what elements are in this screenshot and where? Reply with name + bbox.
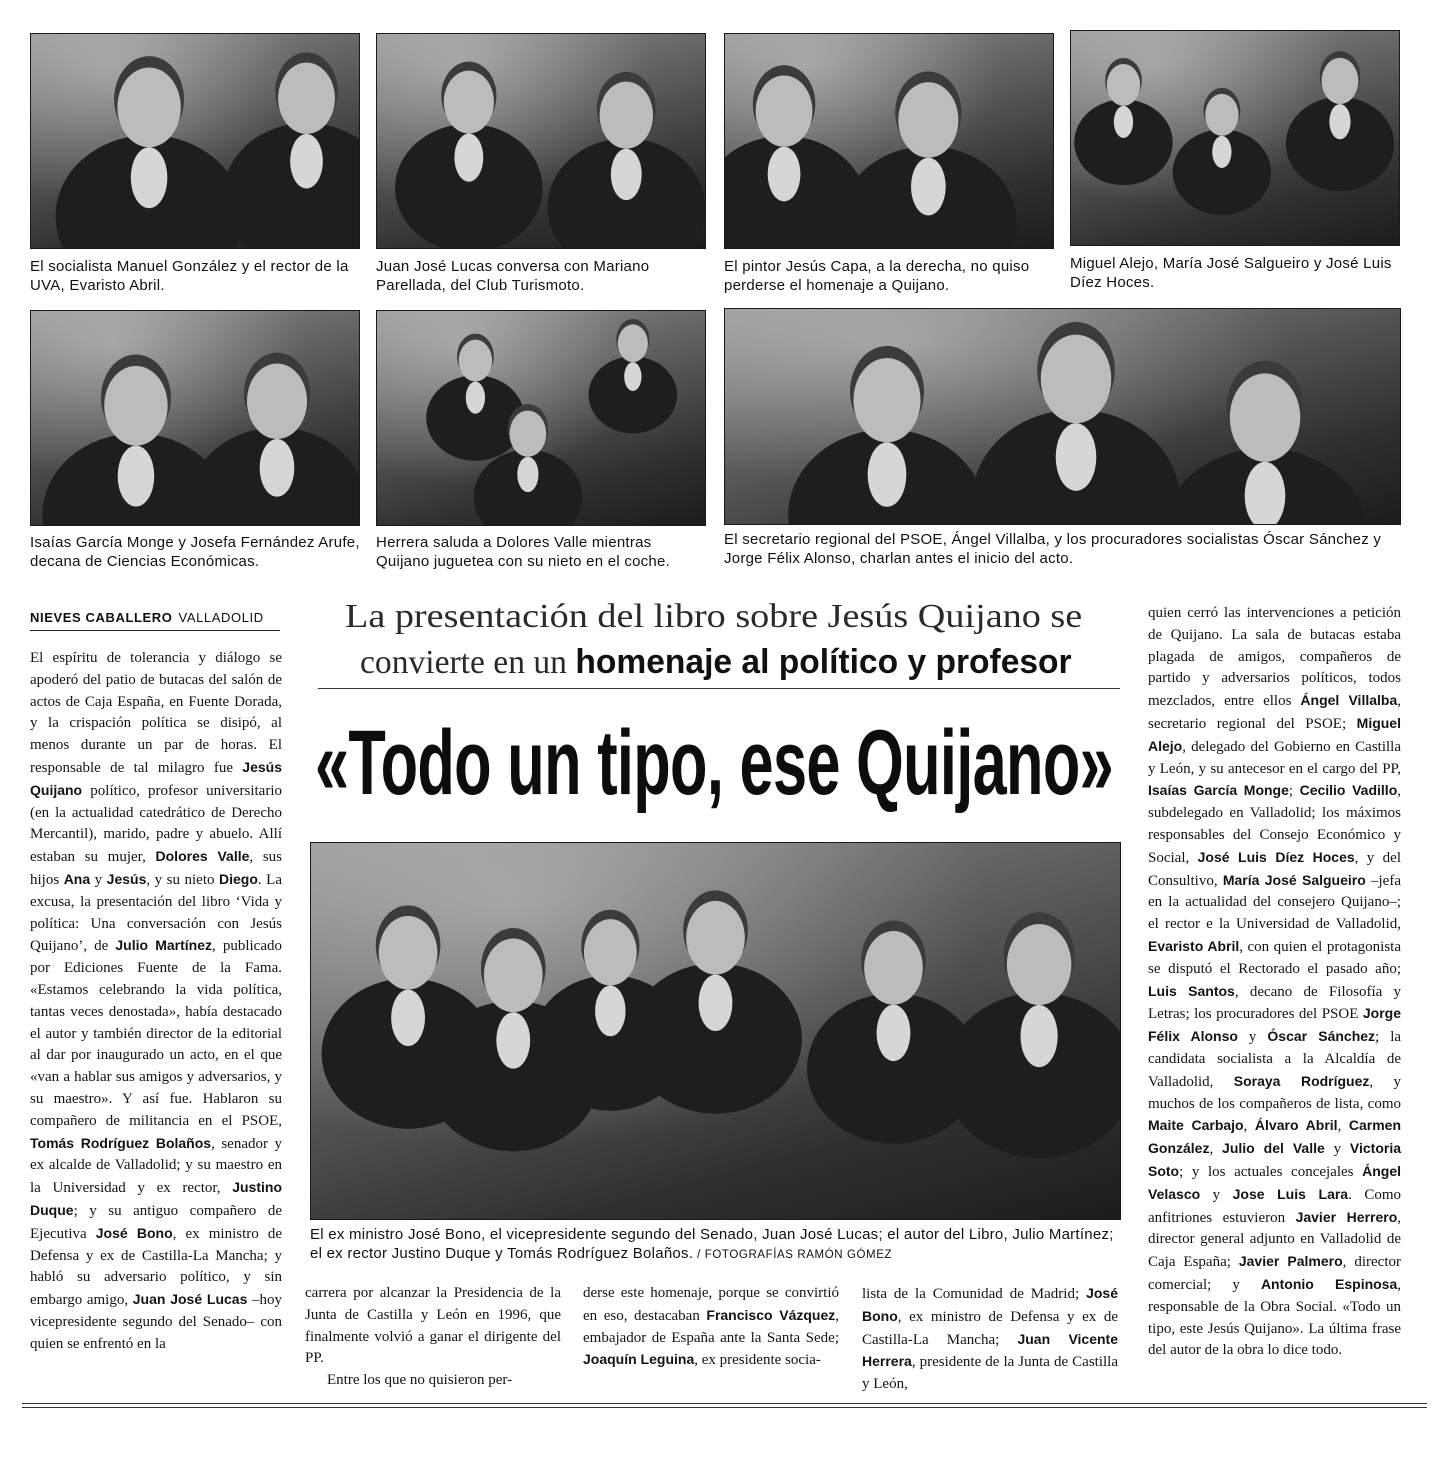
- text-run: , responsable de la Obra Social. «Todo un tipo, este Jesús Quijano». La última frase del autor de la obra lo dice todo.: [1148, 1276, 1402, 1359]
- head-shape: [864, 931, 923, 1005]
- text-run: , ex ministro de Defensa y ex de Castilla-La Mancha; y habló su adversario político, y sin embargo amigo,: [30, 1225, 282, 1309]
- text-run: , decano de Filosofía y Letras; los procuradores del PSOE: [1148, 983, 1401, 1023]
- photo-image: [725, 309, 1400, 524]
- collar-shape: [1329, 104, 1350, 139]
- text-run: y: [1200, 1186, 1233, 1203]
- collar-shape: [699, 975, 733, 1031]
- name-highlight: Cecilio Vadillo: [1299, 782, 1398, 799]
- collar-shape: [1020, 1005, 1057, 1067]
- collar-shape: [911, 158, 946, 216]
- person-silhouette: [589, 319, 678, 433]
- text-run: ;: [1288, 783, 1300, 800]
- collar-shape: [595, 986, 625, 1037]
- photo-caption: Miguel Alejo, María José Salgueiro y José Luis Díez Hoces.: [1070, 255, 1392, 291]
- name-highlight: Julio Martínez: [115, 937, 213, 954]
- name-highlight: Soraya Rodríguez: [1233, 1072, 1370, 1089]
- head-shape: [618, 324, 648, 362]
- photo-gonzalez-abril: [30, 33, 360, 249]
- head-shape: [247, 363, 307, 438]
- article-column-left: [30, 648, 282, 1356]
- person-silhouette: [395, 62, 543, 248]
- name-highlight: Justino Duque: [30, 1179, 282, 1218]
- collar-shape: [1114, 106, 1133, 138]
- head-shape: [1205, 94, 1238, 136]
- body-shape: [223, 123, 359, 248]
- head-shape: [484, 939, 543, 1013]
- kicker-plain-text: convierte en un: [360, 644, 576, 681]
- text-run: ,: [1337, 1118, 1349, 1135]
- article-column-right: [1148, 603, 1401, 1362]
- name-highlight: Ana: [63, 870, 91, 887]
- head-shape: [510, 411, 547, 457]
- kicker-bold-text: homenaje al político y profesor: [575, 643, 1072, 681]
- photo-herrera-dolores-valle: [376, 310, 706, 526]
- kicker-rule: [318, 688, 1120, 689]
- head-shape: [1322, 58, 1359, 104]
- text-run: , director comercial; y: [1148, 1254, 1401, 1293]
- name-highlight: Álvaro Abril: [1254, 1117, 1338, 1134]
- text-run: , con quien el protagonista se disputó el Rectorado el pasado año;: [1148, 938, 1401, 977]
- head-shape: [379, 916, 438, 990]
- paragraph: [583, 1283, 839, 1372]
- name-highlight: Jesús: [106, 870, 147, 887]
- paragraph: [305, 1283, 561, 1370]
- text-run: carrera por alcanzar la Presidencia de la Junta de Castilla y León en 1996, que finalmente volvió a ganar el dirigente del PP.: [305, 1285, 561, 1367]
- head-shape: [584, 919, 637, 985]
- name-highlight: Jesús Quijano: [30, 758, 282, 798]
- name-highlight: Luis Santos: [1148, 982, 1235, 999]
- name-highlight: Juan José Lucas: [132, 1291, 248, 1308]
- text-run: quien cerró las intervenciones a petición de Quijano. La sala de butacas estaba plagada de amigos, compañeros de partido y adversarios políticos, todos mezclados, entre ellos: [1148, 605, 1401, 710]
- paragraph: [1148, 603, 1401, 1362]
- collar-shape: [118, 446, 155, 507]
- collar-shape: [1212, 136, 1231, 168]
- head-shape: [117, 68, 180, 148]
- text-run: –jefa en la actualidad del consejero Quijano–; el rector e la Universidad de Valladolid,: [1148, 872, 1401, 933]
- person-silhouette: [426, 334, 524, 461]
- photo-caption: El pintor Jesús Capa, a la derecha, no quiso perderse el homenaje a Quijano.: [724, 258, 1030, 294]
- text-run: ; y su antiguo compañero de Ejecutiva: [30, 1202, 282, 1242]
- name-highlight: Jorge Félix Alonso: [1148, 1005, 1401, 1045]
- text-run: , embajador de España ante la Santa Sede;: [583, 1307, 839, 1346]
- photo-image: [311, 843, 1120, 1219]
- person-silhouette: [548, 72, 705, 248]
- text-run: ; la candidata socialista a la Alcaldía de Valladolid,: [1148, 1029, 1402, 1090]
- name-highlight: Carmen González: [1148, 1117, 1402, 1157]
- text-run: El espíritu de tolerancia y diálogo se apoderó del patio de butacas del salón de actos de Caja España, en Fuente Dorada, y la crispación política se disipó, al menos durante un par de horas. El responsable de tal milagro fue: [30, 650, 282, 776]
- name-highlight: María José Salgueiro: [1222, 871, 1366, 888]
- person-silhouette: [1161, 361, 1369, 524]
- photo-villalba-procuradores: [724, 308, 1401, 525]
- photo-image: [377, 34, 705, 248]
- name-highlight: Tomás Rodríguez Bolaños: [30, 1134, 212, 1151]
- paragraph: [862, 1283, 1118, 1396]
- photo-caption: Juan José Lucas conversa con Mariano Parellada, del Club Turismoto.: [376, 258, 650, 294]
- head-shape: [104, 366, 167, 446]
- photo-image: [31, 311, 359, 525]
- text-run: ,: [1243, 1118, 1255, 1135]
- photo-alejo-salgueiro-diez: [1070, 30, 1400, 246]
- person-silhouette: [56, 56, 243, 248]
- collar-shape: [391, 990, 425, 1046]
- text-run: y: [1237, 1029, 1268, 1046]
- name-highlight: Jose Luis Lara: [1232, 1185, 1349, 1202]
- byline-author: NIEVES CABALLERO: [30, 610, 173, 625]
- collar-shape: [260, 439, 295, 497]
- person-silhouette: [1173, 88, 1271, 215]
- byline-location: VALLADOLID: [178, 610, 264, 625]
- collar-shape: [517, 457, 538, 492]
- collar-shape: [496, 1012, 530, 1068]
- name-highlight: Antonio Espinosa: [1260, 1275, 1398, 1292]
- text-run: ,: [1209, 1141, 1223, 1158]
- person-silhouette: [629, 890, 802, 1113]
- main-photo-caption: [310, 1225, 1122, 1265]
- name-highlight: José Bono: [862, 1285, 1118, 1324]
- main-photo: [310, 842, 1121, 1220]
- photo-caption: El secretario regional del PSOE, Ángel Villalba, y los procuradores socialistas Óscar Sánchez y Jorge Félix Alonso, charlan antes el inicio del acto.: [724, 531, 1382, 567]
- article-column-bottom-2: [583, 1283, 839, 1372]
- text-run: , senador y ex alcalde de Valladolid; y su maestro en la Universidad y ex rector,: [30, 1135, 282, 1197]
- byline: [30, 610, 280, 631]
- name-highlight: Isaías García Monge: [1148, 782, 1289, 799]
- text-run: lista de la Comunidad de Madrid;: [862, 1286, 1087, 1302]
- person-silhouette: [788, 346, 986, 524]
- headline: «Todo un tipo, ese Quijano»: [315, 712, 1114, 814]
- article-column-bottom-3: [862, 1283, 1118, 1396]
- head-shape: [444, 71, 494, 134]
- text-run: ; y los actuales concejales: [1179, 1163, 1363, 1180]
- photo-lucas-parellada: [376, 33, 706, 249]
- text-run: y: [1324, 1141, 1350, 1158]
- person-silhouette: [188, 353, 359, 525]
- kicker-line-2: [360, 643, 1072, 682]
- collar-shape: [466, 382, 485, 414]
- person-silhouette: [223, 52, 359, 248]
- photo-garcia-monge-fernandez: [30, 310, 360, 526]
- paragraph: [305, 1370, 561, 1392]
- collar-shape: [454, 134, 483, 182]
- name-highlight: Ángel Velasco: [1148, 1162, 1401, 1202]
- head-shape: [1007, 924, 1072, 1005]
- text-run: Entre los que no quisieron per-: [327, 1372, 513, 1389]
- text-run: , ex presidente socia-: [694, 1352, 821, 1369]
- text-run: , y su nieto: [146, 871, 220, 888]
- name-highlight: Joaquín Leguina: [583, 1351, 695, 1368]
- text-run: , sus hijos: [30, 849, 282, 888]
- collar-shape: [877, 1005, 911, 1061]
- collar-shape: [624, 362, 641, 391]
- photo-image: [377, 311, 705, 525]
- name-highlight: Diego: [219, 870, 258, 887]
- head-shape: [853, 358, 920, 442]
- photo-caption: Herrera saluda a Dolores Valle mientras Quijano juguetea con su nieto en el coche.: [376, 534, 671, 570]
- name-highlight: Miguel Alejo: [1148, 714, 1401, 754]
- photo-caption: El socialista Manuel González y el rector de la UVA, Evaristo Abril.: [30, 258, 349, 294]
- name-highlight: Julio del Valle: [1222, 1140, 1325, 1157]
- head-shape: [1107, 64, 1140, 106]
- collar-shape: [611, 149, 642, 200]
- paragraph: [30, 648, 282, 1356]
- person-silhouette: [972, 322, 1180, 524]
- head-shape: [686, 901, 745, 975]
- page-bottom-rule: [22, 1403, 1427, 1408]
- name-highlight: José Luis Díez Hoces: [1197, 848, 1355, 865]
- text-run: , presidente de la Junta de Castilla y León,: [862, 1354, 1118, 1393]
- name-highlight: Juan Vicente Herrera: [862, 1330, 1118, 1370]
- text-run: , director general adjunto en Valladolid de Caja España;: [1148, 1209, 1401, 1271]
- head-shape: [459, 340, 492, 382]
- collar-shape: [131, 147, 168, 208]
- name-highlight: Dolores Valle: [155, 848, 250, 865]
- text-run: , y muchos de los compañeros de lista, como: [1148, 1073, 1402, 1112]
- collar-shape: [290, 134, 323, 189]
- text-run: . La excusa, la presentación del libro ‘Vida y política: Una conversación con Jesús Quijano’, de: [30, 871, 282, 955]
- name-highlight: Óscar Sánchez: [1267, 1028, 1376, 1045]
- collar-shape: [868, 442, 907, 507]
- person-silhouette: [1074, 58, 1172, 185]
- name-highlight: Javier Palmero: [1238, 1253, 1343, 1270]
- head-shape: [756, 75, 813, 146]
- name-highlight: Evaristo Abril: [1148, 937, 1240, 954]
- collar-shape: [768, 147, 801, 202]
- photo-image: [1071, 31, 1399, 245]
- head-shape: [278, 63, 335, 134]
- person-silhouette: [840, 71, 1017, 248]
- text-run: , delegado del Gobierno en Castilla y León, y su antecesor en el cargo del PP,: [1148, 738, 1401, 777]
- head-shape: [898, 82, 958, 157]
- text-run: , secretario regional del PSOE;: [1148, 693, 1401, 732]
- head-shape: [1230, 373, 1300, 461]
- name-highlight: Javier Herrero: [1295, 1208, 1398, 1225]
- name-highlight: José Bono: [95, 1224, 173, 1241]
- name-highlight: Francisco Vázquez: [706, 1306, 836, 1323]
- text-run: político, profesor universitario (en la actualidad catedrático de Derecho Mercantil), marido, padre y abuelo. Allí estaban su mujer,: [30, 782, 282, 866]
- name-highlight: Ángel Villalba: [1300, 692, 1398, 709]
- person-silhouette: [1286, 51, 1394, 191]
- photo-image: [31, 34, 359, 248]
- kicker-line-1: La presentación del libro sobre Jesús Quijano se: [345, 598, 1083, 635]
- text-run: derse este homenaje, porque se convirtió en eso, destacaban: [583, 1285, 839, 1324]
- head-shape: [1041, 335, 1111, 423]
- text-run: –hoy vicepresidente segundo del Senado– con quien se enfrentó en la: [30, 1292, 283, 1352]
- collar-shape: [1056, 423, 1097, 491]
- photo-jesus-capa: [724, 33, 1054, 249]
- photo-image: [725, 34, 1053, 248]
- name-highlight: Victoria Soto: [1148, 1140, 1402, 1179]
- text-run: , ex ministro de Defensa y ex de Castilla-La Mancha;: [862, 1308, 1118, 1348]
- person-silhouette: [944, 912, 1120, 1158]
- photo-credit: / FOTOGRAFÍAS RAMÓN GÓMEZ: [697, 1249, 893, 1261]
- main-caption-text: El ex ministro José Bono, el vicepresidente segundo del Senado, Juan José Lucas; el autor del Libro, Julio Martínez; el ex rector Justino Duque y Tomás Rodríguez Bolaños.: [310, 1226, 1114, 1262]
- text-run: , subdelegado en Valladolid; los máximos responsables del Consejo Económico y Social,: [1148, 783, 1401, 866]
- text-run: . Como anfitriones estuvieron: [1148, 1186, 1402, 1226]
- photo-caption: Isaías García Monge y Josefa Fernández Arufe, decana de Ciencias Económicas.: [30, 534, 360, 570]
- text-run: , y del Consultivo,: [1148, 849, 1401, 889]
- head-shape: [600, 82, 653, 149]
- text-run: y: [90, 871, 107, 888]
- text-run: , publicado por Ediciones Fuente de la Fama. «Estamos celebrando la vida política, tantas veces denostada», había destacado el autor y también director de la editorial al dar por inaugurado un acto, en el que «van a hablar sus amigos y adversarios, y su maestro». Y así fue. Hablaron su compañero de militancia en el PSOE,: [30, 938, 282, 1129]
- article-column-bottom-1: [305, 1283, 561, 1392]
- name-highlight: Maite Carbajo: [1148, 1117, 1244, 1134]
